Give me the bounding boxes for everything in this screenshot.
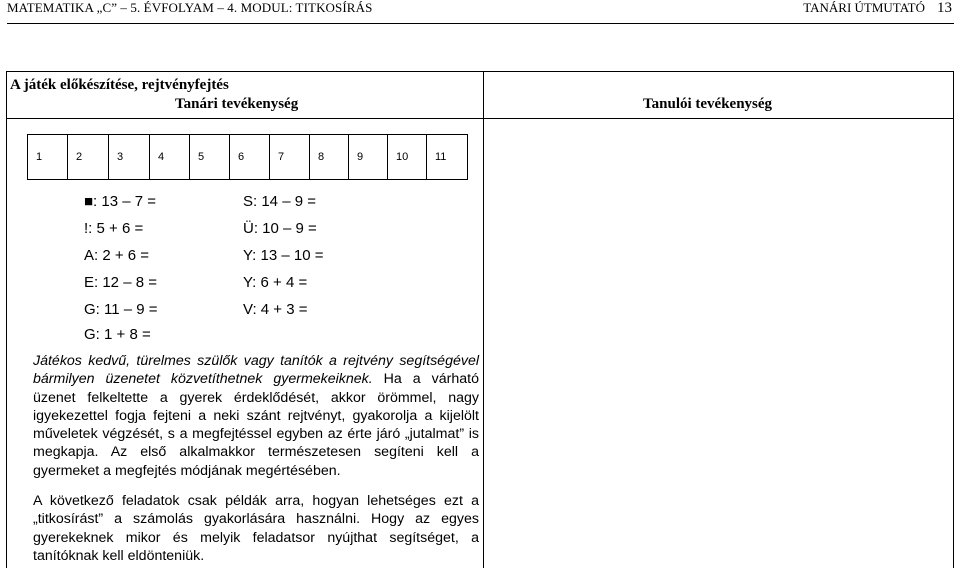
paragraph-2: A következő feladatok csak példák arra, hogyan lehetséges ezt a „titkosírást” a számolás gyakorlására használni. Hogy az egyes gyerekeknek mikor és melyik feladatsor nyújthat segítséget, a tanítóknak kell eldönteniük. <box>33 493 479 564</box>
number-cell <box>28 135 68 180</box>
page-number: 13 <box>937 0 952 16</box>
number-cell-label: 4 <box>158 151 165 163</box>
number-cell-label: 1 <box>36 151 43 163</box>
number-cell-label: 9 <box>357 151 364 163</box>
number-cell-label: 11 <box>435 151 447 163</box>
number-cell-label: 5 <box>198 151 205 163</box>
number-cell-label: 10 <box>396 151 409 163</box>
equation-left-5: G: 11 – 9 = <box>84 301 158 318</box>
number-cell <box>270 135 310 180</box>
equation-right-4: Y: 6 + 4 = <box>243 274 308 291</box>
header-rule <box>7 23 954 24</box>
equation-right-3: Y: 13 – 10 = <box>243 247 324 264</box>
number-cell <box>68 135 109 180</box>
number-cell <box>230 135 270 180</box>
paragraph-1 <box>33 352 479 480</box>
running-header-left: MATEMATIKA „C” – 5. ÉVFOLYAM – 4. MODUL: TITKOSÍRÁS <box>7 0 373 15</box>
running-header-right <box>803 0 952 17</box>
number-cell-label: 7 <box>278 151 285 163</box>
equation-left-1: ■: 13 – 7 = <box>84 193 157 210</box>
number-cell <box>349 135 388 180</box>
equation-left-3: A: 2 + 6 = <box>84 247 150 264</box>
number-cell <box>310 135 349 180</box>
number-cell <box>388 135 427 180</box>
number-cell-label: 8 <box>318 151 325 163</box>
number-cell <box>109 135 150 180</box>
number-grid <box>27 134 468 180</box>
column-heading-teacher: Tanári tevékenység <box>175 96 299 112</box>
heading-rule <box>7 118 953 119</box>
paragraph-1-rest: Ha a várható üzenet felkeltette a gyerek érdeklődését, akkor örömmel, nagy igyekezettel fogja fejteni a neki szánt rejtvényt, gyakorolja a kijelölt műveletek végzését, s a megfejtéssel egyben az érte járó „jutalmat” is megkapja. Az első alkalmakkor természetesen segíteni kell a gyermeket a megfejtés módjának megértésében. <box>33 371 479 479</box>
activity-table <box>6 71 954 568</box>
section-title: A játék előkészítése, rejtvényfejtés <box>10 77 229 93</box>
equation-left-2: !: 5 + 6 = <box>84 220 144 237</box>
number-cell-label: 2 <box>76 151 83 163</box>
number-cell <box>427 135 468 180</box>
number-cell-label: 6 <box>238 151 245 163</box>
column-divider <box>483 72 484 568</box>
paragraph-1-italic: Játékos kedvű, türelmes szülők vagy tanítók a rejtvény segítségével bármilyen üzenetet közvetíthetnek gyermekeiknek. <box>33 353 479 388</box>
equation-left-6: G: 1 + 8 = <box>84 326 151 343</box>
number-cell <box>150 135 190 180</box>
running-header-title: TANÁRI ÚTMUTATÓ <box>803 0 925 15</box>
equation-right-2: Ü: 10 – 9 = <box>243 220 317 237</box>
number-cell <box>190 135 230 180</box>
number-cell-label: 3 <box>117 151 124 163</box>
equation-left-4: E: 12 – 8 = <box>84 274 157 291</box>
column-heading-student: Tanulói tevékenység <box>643 96 773 112</box>
equation-right-5: V: 4 + 3 = <box>243 301 308 318</box>
equation-right-1: S: 14 – 9 = <box>243 193 316 210</box>
